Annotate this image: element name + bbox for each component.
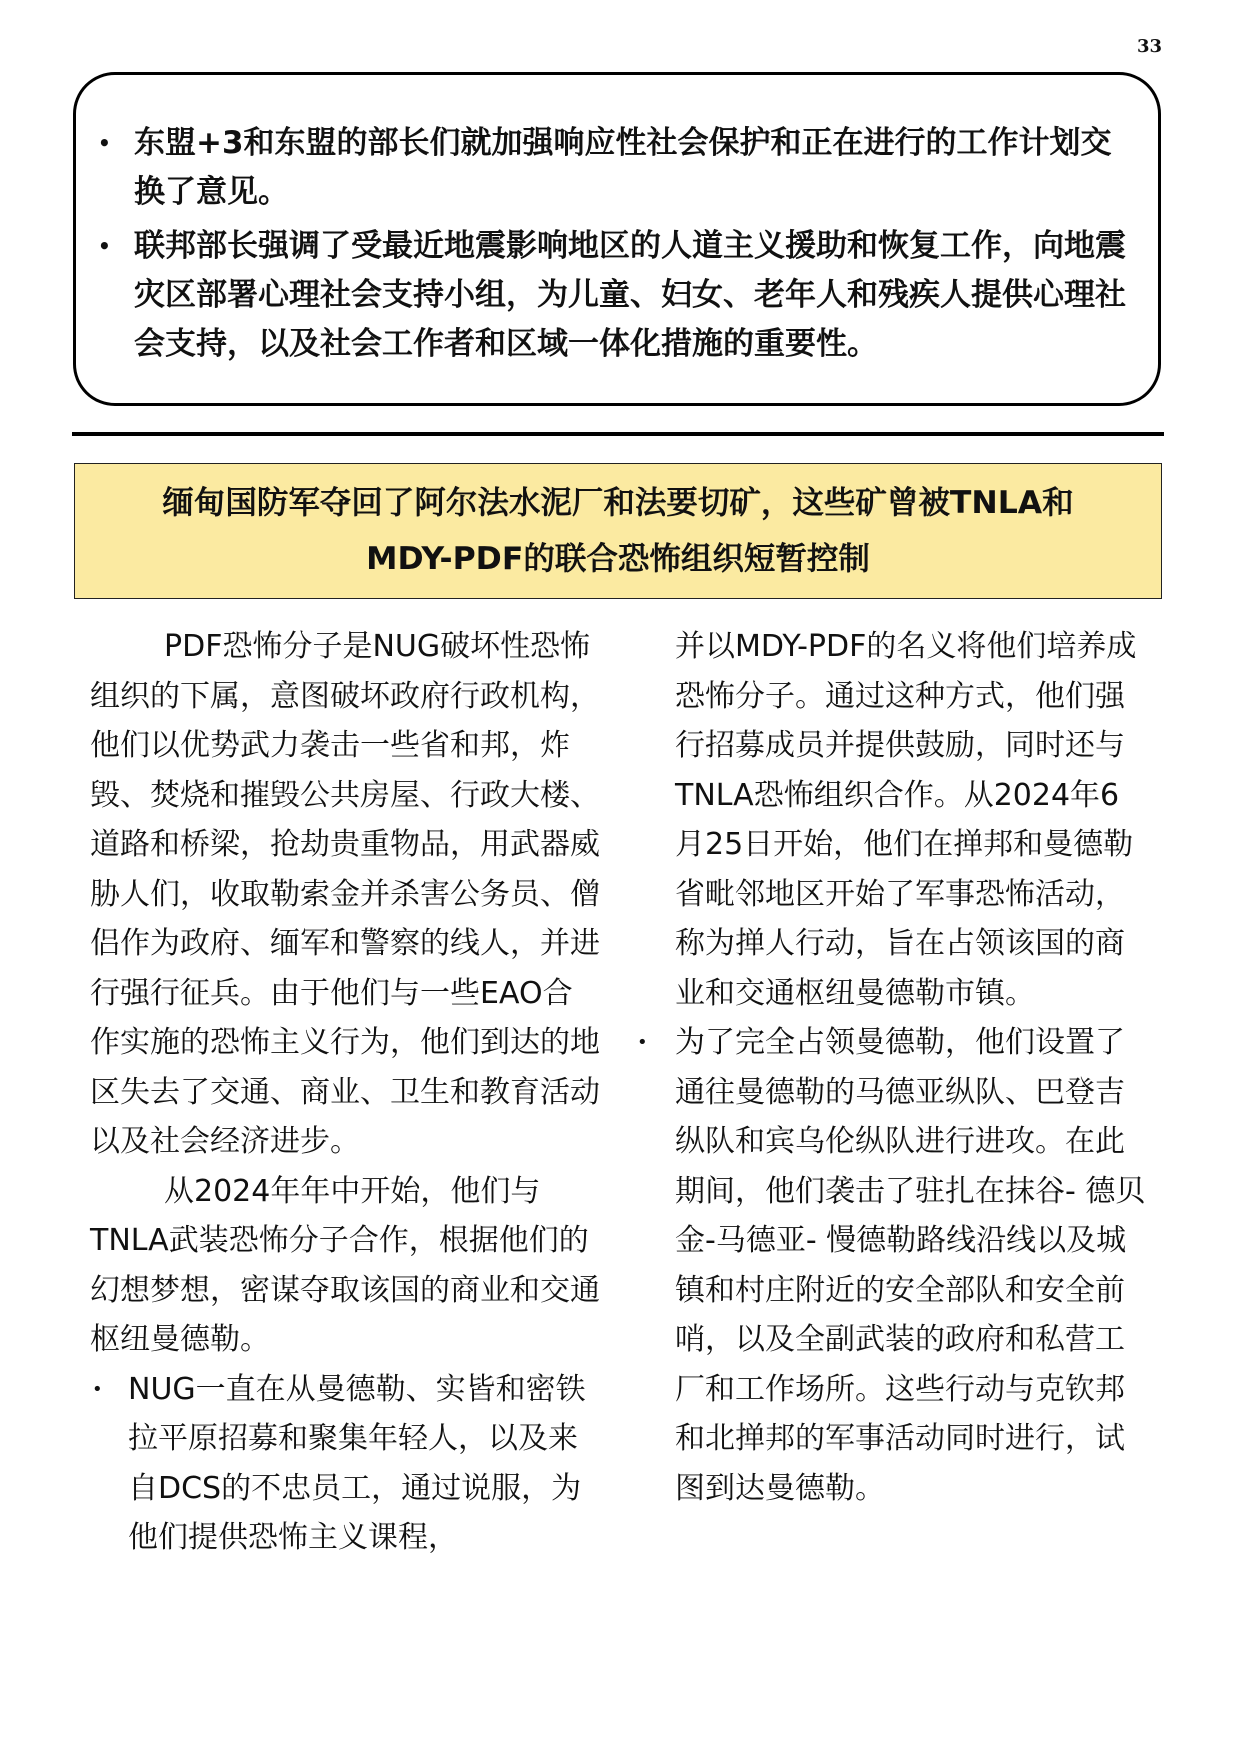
headline-line-1: 缅甸国防军夺回了阿尔法水泥厂和法要切矿，这些矿曾被TNLA和 <box>162 485 1074 521</box>
summary-item-text: 东盟+3和东盟的部长们就加强响应性社会保护和正在进行的工作计划交换了意见。 <box>134 125 1112 210</box>
article-bullet-1 <box>90 1365 602 1563</box>
article-paragraph-2: 从2024年年中开始，他们与TNLA武装恐怖分子合作，根据他们的幻想梦想，密谋夺取该国的商业和交通枢纽曼德勒。 <box>90 1173 600 1357</box>
summary-item <box>96 119 1132 217</box>
bullet-icon: • <box>98 131 111 155</box>
summary-item <box>96 222 1132 369</box>
article-bullet-1-continued: 并以MDY-PDF的名义将他们培养成恐怖分子。通过这种方式，他们强行招募成员并提供鼓励，同时还与TNLA恐怖组织合作。从2024年6月25日开始，他们在掸邦和曼德勒省毗邻地区开始了军事恐怖活动，称为掸人行动，旨在占领该国的商业和交通枢纽曼德勒市镇。 <box>675 629 1137 1011</box>
article-bullet-2 <box>637 1018 1147 1513</box>
headline-box <box>74 463 1162 599</box>
article-column-right <box>637 622 1147 1513</box>
article-bullet-2-text: 为了完全占领曼德勒，他们设置了通往曼德勒的马德亚纵队、巴登吉纵队和宾乌伦纵队进行进攻。在此期间，他们袭击了驻扎在抹谷- 德贝金-马德亚- 慢德勒路线沿线以及城镇和村庄附近的安全部队和安全前哨，以及全副武装的政府和私营工厂和工作场所。这些行动与克钦邦和北掸邦的军事活动同时进行，试图到达曼德勒。 <box>675 1025 1146 1506</box>
bullet-icon: • <box>98 234 111 258</box>
summary-item-text: 联邦部长强调了受最近地震影响地区的人道主义援助和恢复工作，向地震灾区部署心理社会支持小组，为儿童、妇女、老年人和残疾人提供心理社会支持，以及社会工作者和区域一体化措施的重要性。 <box>134 228 1126 362</box>
page-number: 33 <box>1136 36 1162 57</box>
summary-list <box>96 119 1132 369</box>
headline <box>162 475 1073 587</box>
article-column-left <box>90 622 602 1563</box>
summary-box <box>73 72 1161 406</box>
section-divider <box>72 432 1164 436</box>
bullet-icon: • <box>92 1378 103 1400</box>
bullet-icon: • <box>637 1032 648 1053</box>
headline-line-2: MDY-PDF的联合恐怖组织短暂控制 <box>366 541 870 577</box>
article-paragraph-1: PDF恐怖分子是NUG破坏性恐怖组织的下属，意图破坏政府行政机构，他们以优势武力袭击一些省和邦，炸毁、焚烧和摧毁公共房屋、行政大楼、道路和桥梁，抢劫贵重物品，用武器威胁人们，收取勒索金并杀害公务员、僧侣作为政府、缅军和警察的线人，并进行强行征兵。由于他们与一些EAO合作实施的恐怖主义行为，他们到达的地区失去了交通、商业、卫生和教育活动以及社会经济进步。 <box>90 629 600 1159</box>
article-bullet-1-text: NUG一直在从曼德勒、实皆和密铁拉平原招募和聚集年轻人，以及来自DCS的不忠员工，通过说服，为他们提供恐怖主义课程， <box>128 1371 586 1555</box>
